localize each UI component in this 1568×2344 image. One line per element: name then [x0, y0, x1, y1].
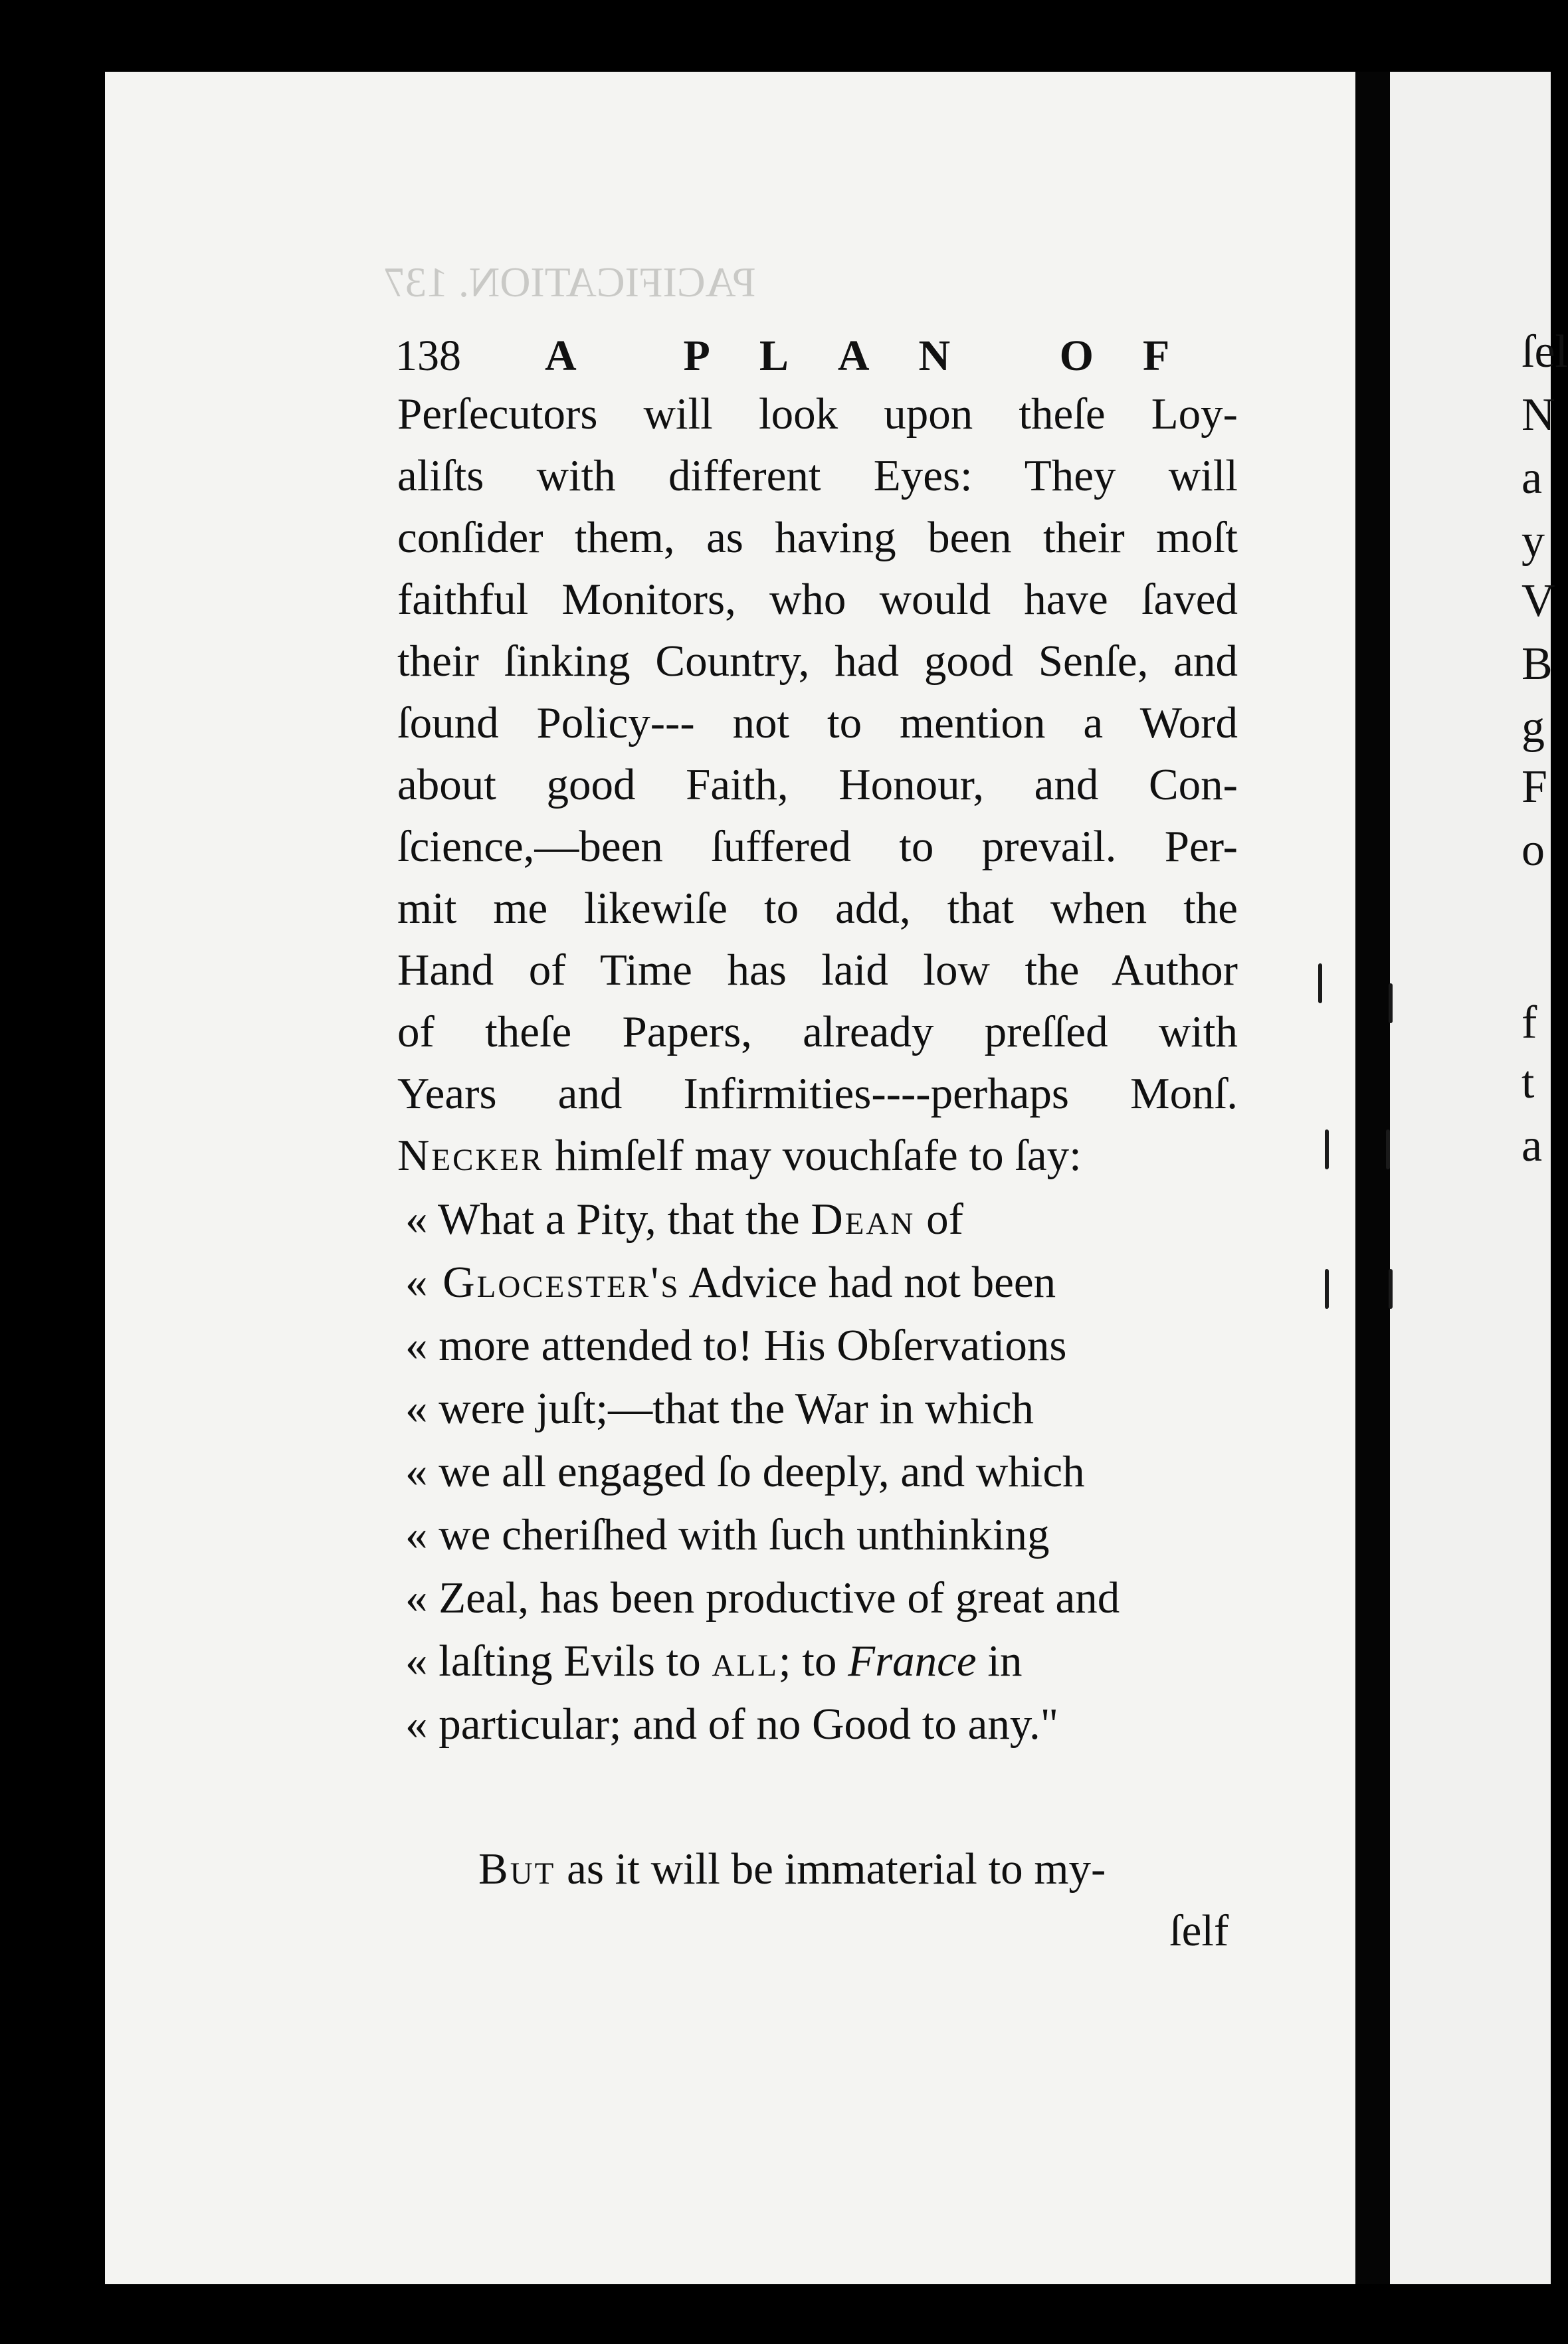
line-text: himſelf may vouchſafe to ſay: — [543, 1131, 1082, 1180]
quote-line: « Zeal, has been productive of great and — [405, 1573, 1120, 1622]
margin-mark — [1389, 983, 1393, 1023]
facing-fragment: f — [1521, 997, 1537, 1048]
facing-fragment: g — [1521, 702, 1545, 753]
margin-mark — [1325, 1269, 1329, 1309]
line-text: of — [915, 1195, 963, 1244]
margin-mark — [1325, 1129, 1329, 1169]
body-line: Years and Infirmities----perhaps Monſ. — [397, 1069, 1238, 1118]
line-text: as it will be immaterial to my- — [555, 1844, 1106, 1894]
line-text: « What a Pity, that the — [405, 1195, 811, 1244]
body-line: of theſe Papers, already preſſed with — [397, 1007, 1238, 1056]
margin-mark — [1386, 1129, 1390, 1169]
quote-line: « were juſt;—that the War in which — [405, 1384, 1034, 1433]
quote-line — [405, 1197, 1238, 1242]
facing-fragment: t — [1521, 1057, 1535, 1108]
facing-fragment: ſel — [1521, 326, 1568, 377]
facing-fragment: y — [1521, 516, 1545, 567]
person-name: Necker — [397, 1131, 544, 1180]
facing-fragment: o — [1521, 825, 1545, 876]
line-text: in — [976, 1636, 1023, 1686]
body-line: Perſecutors will look upon theſe Loy- — [397, 389, 1238, 439]
body-line: ſcience,—been ſuffered to prevail. Per- — [397, 822, 1238, 871]
body-line: faithful Monitors, who would have ſaved — [397, 575, 1238, 624]
facing-fragment: a — [1521, 1120, 1543, 1171]
line-text: ; to — [778, 1636, 848, 1686]
quote-line — [405, 1636, 1238, 1686]
body-line: conſider them, as having been their moſt — [397, 513, 1238, 562]
quote-line: « more attended to! His Obſervations — [405, 1321, 1067, 1370]
facing-fragment: V — [1521, 575, 1555, 627]
body-line: mit me likewiſe to add, that when the — [397, 884, 1238, 933]
place-name: France — [848, 1636, 977, 1686]
emphasis-word: all — [712, 1636, 779, 1686]
binding-gutter — [1355, 72, 1390, 2284]
quote-line: « we all engaged ſo deeply, and which — [405, 1447, 1085, 1496]
title-word: Dean — [811, 1195, 916, 1244]
quote-line: « particular; and of no Good to any." — [405, 1700, 1059, 1749]
body-line-necker — [397, 1133, 1238, 1178]
running-title: A PLAN OF — [545, 332, 1219, 380]
paragraph-lead-word: But — [478, 1844, 556, 1894]
margin-mark — [1318, 963, 1322, 1003]
place-name: « Glocester's — [405, 1258, 680, 1307]
line-text: Advice had not been — [680, 1258, 1056, 1307]
facing-fragment: F — [1521, 761, 1547, 813]
show-through-text: PACIFICATION. 137 — [384, 258, 756, 306]
page-number: 138 — [395, 332, 461, 380]
facing-fragment: a — [1521, 452, 1543, 504]
quote-line: « we cheriſhed with ſuch unthinking — [405, 1510, 1050, 1559]
body-line: about good Faith, Honour, and Con- — [397, 760, 1238, 809]
body-line: their ſinking Country, had good Senſe, and — [397, 636, 1238, 686]
body-line: aliſts with different Eyes: They will — [397, 451, 1238, 500]
body-line: Hand of Time has laid low the Author — [397, 945, 1238, 995]
facing-fragment: N — [1521, 389, 1555, 440]
quote-line — [405, 1260, 1238, 1305]
body-line: ſound Policy--- not to mention a Word — [397, 698, 1238, 747]
line-text: « laſting Evils to — [405, 1636, 712, 1686]
catchword: ſelf — [1169, 1906, 1229, 1955]
margin-mark — [1389, 1269, 1393, 1309]
paragraph-start-line — [478, 1844, 1238, 1894]
facing-fragment: B — [1521, 638, 1553, 690]
